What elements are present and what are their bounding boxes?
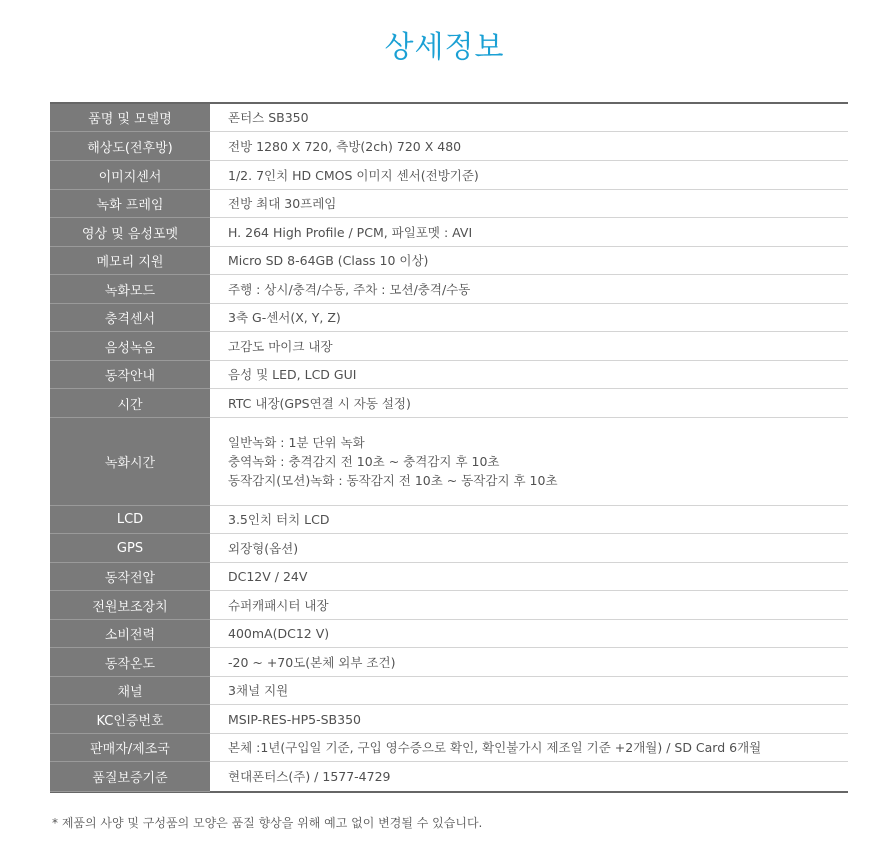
spec-label: 채널 xyxy=(50,677,210,705)
spec-value xyxy=(210,620,848,647)
spec-value-line: 3.5인치 터치 LCD xyxy=(228,512,330,527)
spec-label: 품질보증기준 xyxy=(50,762,210,792)
spec-value xyxy=(210,218,848,246)
spec-label: 동작안내 xyxy=(50,361,210,389)
spec-value xyxy=(210,304,848,331)
spec-label: 녹화시간 xyxy=(50,418,210,506)
spec-value-line: 동작감지(모션)녹화 : 동작감지 전 10초 ~ 동작감지 후 10초 xyxy=(228,473,558,488)
spec-row xyxy=(50,190,848,218)
spec-value-line: 400mA(DC12 V) xyxy=(228,626,330,641)
spec-value-line: MSIP-RES-HP5-SB350 xyxy=(228,711,361,727)
spec-label: 판매자/제조국 xyxy=(50,734,210,762)
spec-row xyxy=(50,563,848,591)
spec-row xyxy=(50,304,848,332)
spec-row xyxy=(50,161,848,190)
spec-value-line: 일반녹화 : 1분 단위 녹화 xyxy=(228,435,365,450)
spec-value-line: 음성 및 LED, LCD GUI xyxy=(228,367,357,382)
spec-row xyxy=(50,418,848,506)
spec-value xyxy=(210,734,848,761)
spec-label: KC인증번호 xyxy=(50,705,210,734)
spec-value-line: 1/2. 7인치 HD CMOS 이미지 센서(전방기준) xyxy=(228,167,479,183)
spec-label: 소비전력 xyxy=(50,620,210,648)
spec-value xyxy=(210,389,848,417)
spec-row xyxy=(50,705,848,734)
spec-row xyxy=(50,506,848,534)
spec-value xyxy=(210,247,848,274)
spec-label: 동작전압 xyxy=(50,563,210,591)
spec-value-line: Micro SD 8-64GB (Class 10 이상) xyxy=(228,253,429,268)
spec-table xyxy=(50,102,848,793)
spec-value xyxy=(210,591,848,619)
spec-label: 이미지센서 xyxy=(50,161,210,190)
spec-value xyxy=(210,190,848,217)
spec-row xyxy=(50,734,848,762)
spec-label: 품명 및 모델명 xyxy=(50,104,210,132)
spec-value xyxy=(210,534,848,562)
spec-label: 충격센서 xyxy=(50,304,210,332)
spec-row xyxy=(50,218,848,247)
spec-value xyxy=(210,762,848,791)
spec-row xyxy=(50,534,848,563)
spec-row xyxy=(50,332,848,361)
spec-value-line: 현대폰터스(주) / 1577-4729 xyxy=(228,769,391,784)
spec-value-line: 전방 1280 X 720, 측방(2ch) 720 X 480 xyxy=(228,138,462,154)
spec-value-line: 슈퍼캐패시터 내장 xyxy=(228,597,329,613)
spec-value-line: 3축 G-센서(X, Y, Z) xyxy=(228,310,341,325)
spec-row xyxy=(50,247,848,275)
spec-value-line: H. 264 High Profile / PCM, 파일포멧 : AVI xyxy=(228,224,473,240)
spec-label: 전원보조장치 xyxy=(50,591,210,620)
spec-row xyxy=(50,275,848,304)
spec-row xyxy=(50,762,848,791)
spec-row xyxy=(50,104,848,132)
spec-label: LCD xyxy=(50,506,210,534)
page-title: 상세정보 xyxy=(384,30,505,65)
spec-label: GPS xyxy=(50,534,210,563)
spec-value xyxy=(210,648,848,676)
spec-value-line: RTC 내장(GPS연결 시 자동 설정) xyxy=(228,395,411,411)
spec-value xyxy=(210,132,848,160)
spec-value xyxy=(210,104,848,131)
spec-value xyxy=(210,506,848,533)
spec-label: 메모리 지원 xyxy=(50,247,210,275)
disclaimer-note: * 제품의 사양 및 구성품의 모양은 품질 향상을 위해 예고 없이 변경될 수 있습니다. xyxy=(52,816,483,830)
spec-value xyxy=(210,361,848,388)
spec-row xyxy=(50,591,848,620)
spec-value-line: 주행 : 상시/충격/수동, 주차 : 모션/충격/수동 xyxy=(228,281,471,297)
spec-value-line: 외장형(옵션) xyxy=(228,540,299,556)
spec-label: 영상 및 음성포멧 xyxy=(50,218,210,247)
spec-value xyxy=(210,332,848,360)
spec-value-line: 3채널 지원 xyxy=(228,683,289,698)
spec-value xyxy=(210,275,848,303)
spec-value xyxy=(210,705,848,733)
spec-label: 녹화모드 xyxy=(50,275,210,304)
spec-row xyxy=(50,132,848,161)
spec-value-line: 폰터스 SB350 xyxy=(228,110,309,125)
spec-label: 시간 xyxy=(50,389,210,418)
spec-value-line: 충역녹화 : 충격감지 전 10초 ~ 충격감지 후 10초 xyxy=(228,454,500,469)
spec-value-line: 전방 최대 30프레임 xyxy=(228,196,337,211)
spec-row xyxy=(50,361,848,389)
spec-value-line: DC12V / 24V xyxy=(228,569,308,584)
spec-value xyxy=(210,563,848,590)
spec-value-line: 고감도 마이크 내장 xyxy=(228,338,333,354)
spec-row xyxy=(50,677,848,705)
spec-value xyxy=(210,677,848,704)
spec-row xyxy=(50,389,848,418)
spec-value xyxy=(210,161,848,189)
spec-label: 음성녹음 xyxy=(50,332,210,361)
spec-row xyxy=(50,648,848,677)
spec-label: 녹화 프레임 xyxy=(50,190,210,218)
spec-value xyxy=(210,418,848,505)
spec-row xyxy=(50,620,848,648)
spec-value-line: 본체 :1년(구입일 기준, 구입 영수증으로 확인, 확인불가시 제조일 기준 +2개월) / SD Card 6개월 xyxy=(228,740,762,755)
spec-value-line: -20 ~ +70도(본체 외부 조건) xyxy=(228,654,396,670)
spec-label: 해상도(전후방) xyxy=(50,132,210,161)
spec-label: 동작온도 xyxy=(50,648,210,677)
